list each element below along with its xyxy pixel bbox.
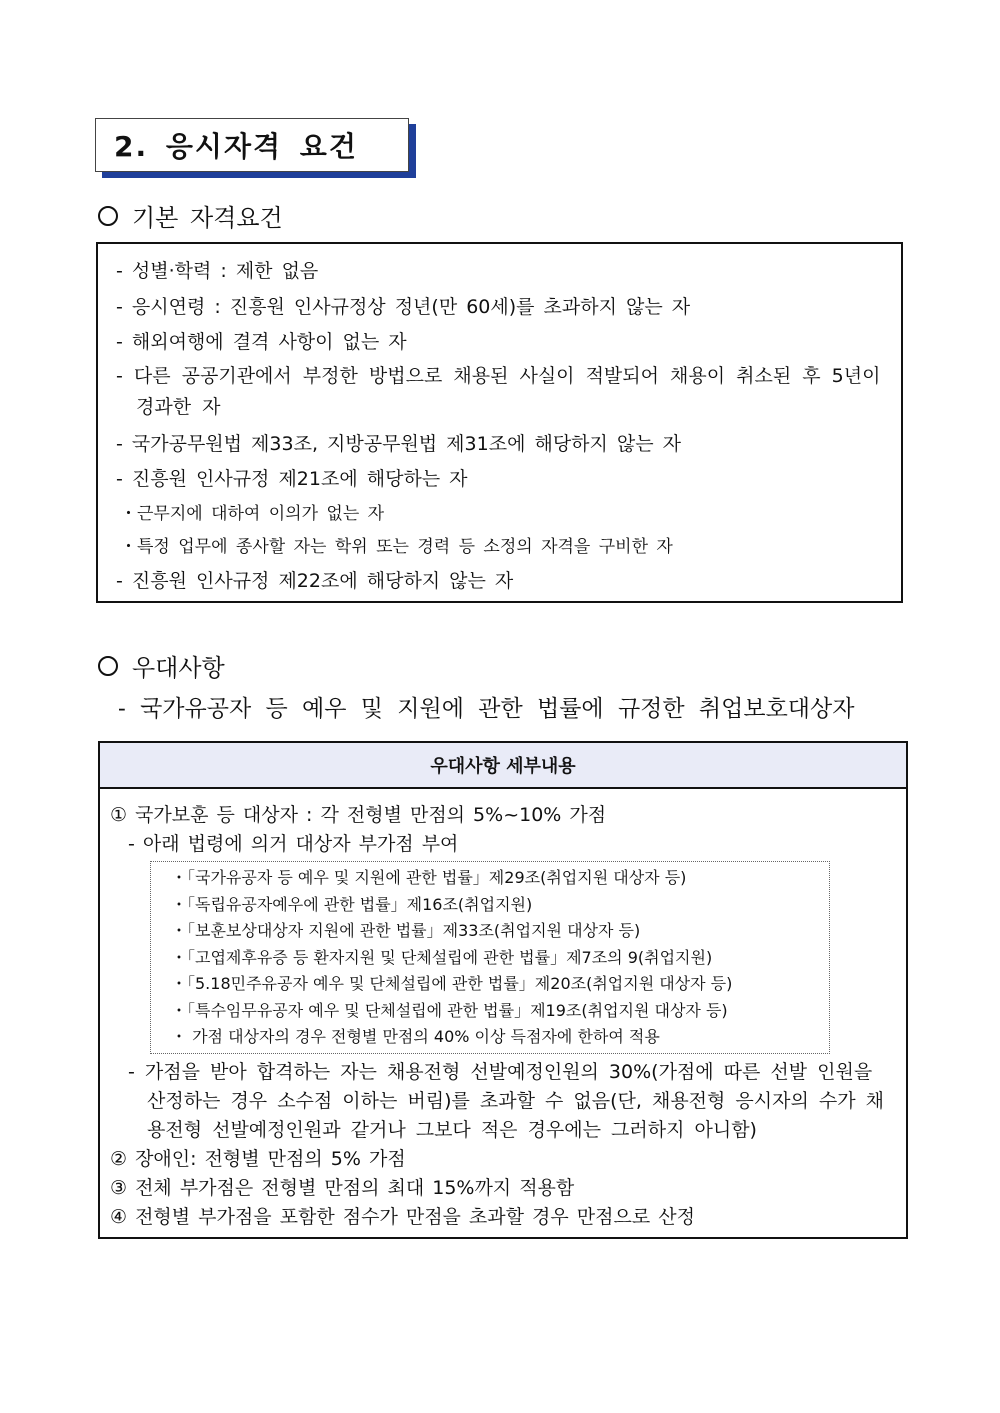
detail-item-1-sub: - 아래 법령에 의거 대상자 부가점 부여 [128,833,459,855]
requirement-line: - 진흥원 인사규정 제21조에 해당하는 자 [116,468,468,490]
detail-note: - 가점을 받아 합격하는 자는 채용전형 선발예정인원의 30%(가점에 따른 선발 인원을 산정하는 경우 소수점 이하는 버림)를 초과할 수 없음(단, 채용전형 응시자의 수가 채용전형 선발예정인원과 같거나 그보다 적은 경우에는 그러하지 아니함) [128,1060,884,1141]
requirement-line: - 성별·학력 : 제한 없음 [116,260,319,282]
law-item: ・「5.18민주유공자 예우 및 단체설립에 관한 법률」제20조(취업지원 대상자 등) [171,974,733,993]
basic-requirements-box [96,242,903,603]
detail-item-1: ① 국가보훈 등 대상자 : 각 전형별 만점의 5%~10% 가점 [110,804,607,826]
preference-detail-table [98,741,908,1239]
circle-bullet-icon [98,656,118,676]
detail-body [100,789,906,1232]
law-item: ・「독립유공자예우에 관한 법률」제16조(취업지원) [171,894,533,914]
law-item: ・「고엽제후유증 등 환자지원 및 단체설립에 관한 법률」제7조의 9(취업지원) [171,947,713,967]
preference-heading-label: 우대사항 [132,654,225,682]
detail-item-2: ② 장애인: 전형별 만점의 5% 가점 [110,1147,406,1170]
law-list-box [150,861,830,1054]
detail-item-3: ③ 전체 부가점은 전형별 만점의 최대 15%까지 적용함 [110,1176,575,1199]
requirement-line: - 국가공무원법 제33조, 지방공무원법 제31조에 해당하지 않는 자 [116,432,682,455]
preference-target-line: - 국가유공자 등 예우 및 지원에 관한 법률에 규정한 취업보호대상자 [118,696,855,722]
detail-header: 우대사항 세부내용 [100,743,906,789]
law-item: ・「국가유공자 등 예우 및 지원에 관한 법률」제29조(취업지원 대상자 등) [171,868,687,887]
requirement-line: - 해외여행에 결격 사항이 없는 자 [116,331,407,353]
detail-item-4: ④ 전형별 부가점을 포함한 점수가 만점을 초과할 경우 만점으로 산정 [110,1205,695,1228]
requirement-line: - 진흥원 인사규정 제22조에 해당하지 않는 자 [116,569,514,592]
circle-bullet-icon [98,206,118,226]
law-item: ・「특수임무유공자 예우 및 단체설립에 관한 법률」제19조(취업지원 대상자 등) [171,1000,728,1020]
requirement-line: - 응시연령 : 진흥원 인사규정상 정년(만 60세)를 초과하지 않는 자 [116,295,691,318]
law-item: ・ 가점 대상자의 경우 전형별 만점의 40% 이상 득점자에 한하여 적용 [171,1027,660,1046]
basic-heading [98,198,283,233]
basic-heading-label: 기본 자격요건 [132,204,283,232]
requirement-line: - 다른 공공기관에서 부정한 방법으로 채용된 사실이 적발되어 채용이 취소된 후 5년이 경과한 자 [116,364,881,418]
law-item: ・「보훈보상대상자 지원에 관한 법률」제33조(취업지원 대상자 등) [171,921,641,940]
requirement-subline: ・특정 업무에 종사할 자는 학위 또는 경력 등 소정의 자격을 구비한 자 [120,536,673,557]
preference-heading [98,648,225,683]
requirement-subline: ・근무지에 대하여 이의가 없는 자 [120,503,385,524]
section-title: 2. 응시자격 요건 [95,118,409,172]
